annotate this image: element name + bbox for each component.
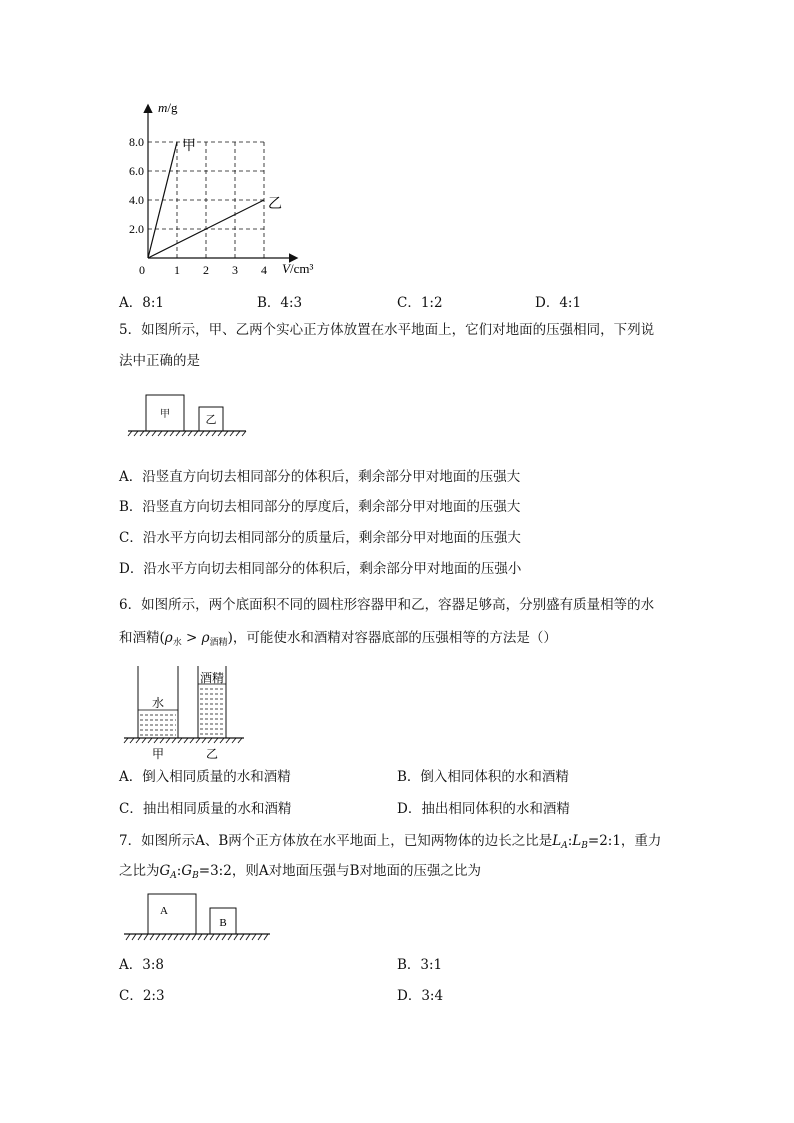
- q7-option-c: C．2:3: [119, 988, 165, 1004]
- ground-hatch: [226, 738, 230, 743]
- ground-hatch: [220, 738, 224, 743]
- x-tick-label: 3: [232, 263, 238, 277]
- svg-text:A: A: [160, 905, 168, 917]
- mass-volume-chart: [110, 92, 340, 282]
- ground-hatch: [148, 738, 152, 743]
- ground-hatch: [240, 934, 244, 940]
- ground-hatch: [184, 738, 188, 743]
- ground-hatch: [124, 738, 128, 743]
- x-tick-label: 0: [139, 263, 145, 277]
- q5-option-b: B．沿竖直方向切去相同部分的厚度后，剩余部分甲对地面的压强大: [119, 499, 521, 515]
- ground-hatch: [142, 738, 146, 743]
- q7-option-d: D．3:4: [397, 988, 444, 1004]
- series-label-yi: 乙: [268, 197, 282, 212]
- y-tick-label: 8.0: [129, 135, 144, 149]
- ground-hatch: [204, 934, 208, 940]
- ground-hatch: [212, 431, 216, 436]
- x-tick-label: 4: [261, 263, 267, 277]
- ground-hatch: [242, 431, 246, 436]
- ground-hatch: [140, 431, 144, 436]
- ground-hatch: [134, 431, 138, 436]
- q6-option-d: D．抽出相同体积的水和酒精: [397, 801, 570, 817]
- q6-option-b: B．倒入相同体积的水和酒精: [397, 769, 569, 785]
- ground-hatch: [216, 934, 220, 940]
- ground-hatch: [190, 738, 194, 743]
- x-axis-label: V/cm³: [282, 261, 314, 276]
- svg-text:酒精: 酒精: [199, 671, 225, 685]
- cube-a: [148, 894, 196, 934]
- ground-hatch: [252, 934, 256, 940]
- q6-option-a: A．倒入相同质量的水和酒精: [119, 769, 291, 785]
- q5-stem-line1: 5．如图所示，甲、乙两个实心正方体放置在水平地面上，它们对地面的压强相同，下列说: [119, 322, 655, 338]
- q6-stem-line2: 和酒精$(\rho_水 > \rho_{酒精})$，可能使水和酒精对容器底部的压强相等的方法是（）: [119, 630, 557, 648]
- q4-option-b: B．4:3: [257, 295, 303, 311]
- ground-hatch: [264, 934, 268, 940]
- ground-hatch: [238, 738, 242, 743]
- svg-text:甲: 甲: [151, 747, 165, 761]
- water-liquid: [138, 710, 178, 738]
- y-tick-label: 2.0: [129, 222, 144, 236]
- ground-hatch: [162, 934, 166, 940]
- ground-hatch: [130, 738, 134, 743]
- ground-hatch: [210, 934, 214, 940]
- ground-hatch: [136, 738, 140, 743]
- q5-figure: [126, 392, 250, 438]
- ground-hatch: [172, 738, 176, 743]
- alcohol-liquid: [198, 684, 226, 738]
- ground-hatch: [192, 934, 196, 940]
- ground-hatch: [258, 934, 262, 940]
- q6-figure: [122, 662, 248, 762]
- ground-hatch: [236, 431, 240, 436]
- q7-stem-line1: 7．如图所示A、B两个正方体放在水平地面上，已知两物体的边长之比是$L_A:L_B=2:1$，重力: [119, 833, 662, 851]
- series-label-jia: 甲: [182, 139, 196, 154]
- ground-hatch: [160, 738, 164, 743]
- q5-stem-line2: 法中正确的是: [119, 353, 200, 369]
- q4-option-a: A．8:1: [119, 295, 164, 311]
- ground-hatch: [152, 431, 156, 436]
- ground-hatch: [144, 934, 148, 940]
- ground-hatch: [196, 738, 200, 743]
- ground-hatch: [174, 934, 178, 940]
- ground-hatch: [246, 934, 250, 940]
- q7-stem-line2: 之比为$G_A:G_B=3:2$，则A对地面压强与B对地面的压强之比为: [119, 863, 481, 881]
- y-tick-label: 4.0: [129, 193, 144, 207]
- ground-hatch: [164, 431, 168, 436]
- q6-option-c: C．抽出相同质量的水和酒精: [119, 801, 292, 817]
- y-axis-label: m/g: [158, 100, 178, 115]
- ground-hatch: [186, 934, 190, 940]
- svg-text:B: B: [219, 917, 227, 929]
- ground-hatch: [222, 934, 226, 940]
- ground-hatch: [158, 431, 162, 436]
- ground-hatch: [198, 934, 202, 940]
- ground-hatch: [168, 934, 172, 940]
- x-tick-label: 1: [174, 263, 180, 277]
- ground-hatch: [218, 431, 222, 436]
- q5-option-d: D．沿水平方向切去相同部分的体积后，剩余部分甲对地面的压强小: [119, 561, 522, 577]
- ground-hatch: [188, 431, 192, 436]
- ground-hatch: [214, 738, 218, 743]
- svg-text:乙: 乙: [205, 414, 217, 426]
- ground-hatch: [230, 431, 234, 436]
- ground-hatch: [228, 934, 232, 940]
- ground-hatch: [170, 431, 174, 436]
- ground-hatch: [154, 738, 158, 743]
- ground-hatch: [224, 431, 228, 436]
- q5-option-c: C．沿水平方向切去相同部分的质量后，剩余部分甲对地面的压强大: [119, 530, 521, 546]
- q4-option-c: C．1:2: [397, 295, 443, 311]
- q6-stem-line1: 6．如图所示，两个底面积不同的圆柱形容器甲和乙，容器足够高，分别盛有质量相等的水: [119, 597, 655, 613]
- q7-option-b: B．3:1: [397, 957, 443, 973]
- ground-hatch: [128, 431, 132, 436]
- y-tick-label: 6.0: [129, 164, 144, 178]
- ground-hatch: [182, 431, 186, 436]
- ground-hatch: [126, 934, 130, 940]
- ground-hatch: [156, 934, 160, 940]
- ground-hatch: [234, 934, 238, 940]
- svg-text:甲: 甲: [160, 409, 170, 420]
- ground-hatch: [176, 431, 180, 436]
- ground-hatch: [232, 738, 236, 743]
- ground-hatch: [200, 431, 204, 436]
- svg-text:水: 水: [151, 696, 165, 710]
- ground-hatch: [208, 738, 212, 743]
- ground-hatch: [202, 738, 206, 743]
- ground-hatch: [146, 431, 150, 436]
- ground-hatch: [150, 934, 154, 940]
- ground-hatch: [178, 738, 182, 743]
- ground-hatch: [138, 934, 142, 940]
- q4-option-d: D．4:1: [535, 295, 582, 311]
- q7-figure: [122, 890, 274, 944]
- ground-hatch: [180, 934, 184, 940]
- chart-grid: [148, 142, 264, 258]
- ground-hatch: [132, 934, 136, 940]
- ground-hatch: [194, 431, 198, 436]
- q7-option-a: A．3:8: [119, 957, 164, 973]
- ground-hatch: [206, 431, 210, 436]
- q5-option-a: A．沿竖直方向切去相同部分的体积后，剩余部分甲对地面的压强大: [119, 469, 521, 485]
- x-tick-label: 2: [203, 263, 209, 277]
- svg-text:乙: 乙: [205, 747, 219, 761]
- ground-hatch: [166, 738, 170, 743]
